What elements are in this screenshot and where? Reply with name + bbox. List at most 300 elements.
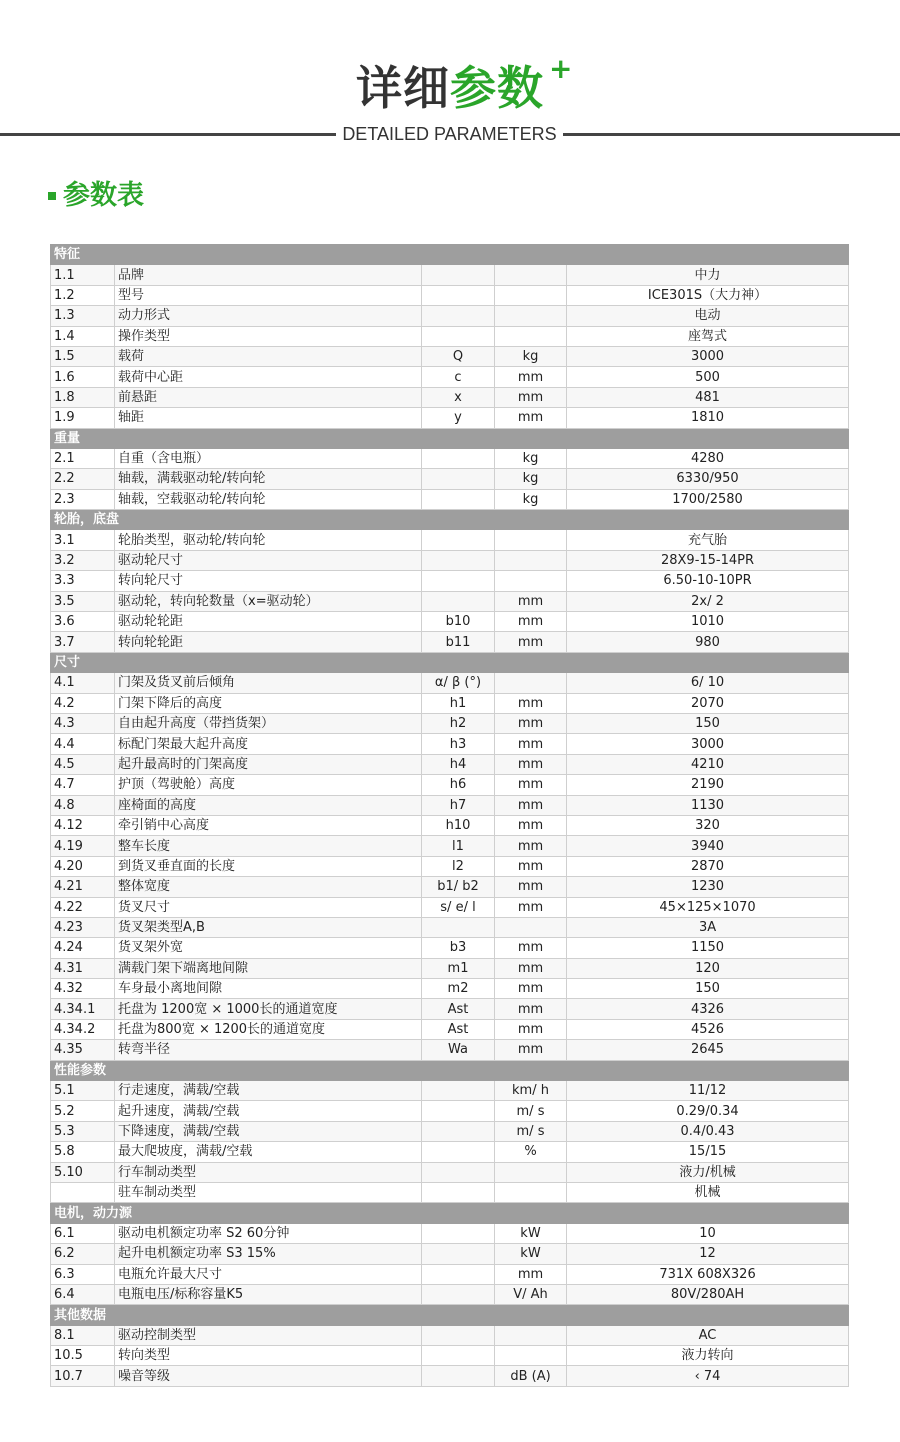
row-unit: mm: [495, 1040, 567, 1060]
row-code: [422, 448, 495, 468]
row-value: 80V/280AH: [567, 1284, 849, 1304]
row-value: 2870: [567, 856, 849, 876]
row-value: 充气胎: [567, 530, 849, 550]
row-unit: kW: [495, 1244, 567, 1264]
row-value: 6.50-10-10PR: [567, 571, 849, 591]
row-name: 整车长度: [115, 836, 422, 856]
section-title: 参数表: [63, 180, 144, 211]
plus-icon: +: [549, 52, 573, 85]
table-row: [51, 346, 849, 366]
table-row: [51, 693, 849, 713]
row-id: 4.35: [51, 1040, 115, 1060]
table-row: [51, 550, 849, 570]
row-name: 动力形式: [115, 306, 422, 326]
table-row: [51, 469, 849, 489]
row-id: 5.10: [51, 1162, 115, 1182]
table-row: [51, 612, 849, 632]
row-name: 驱动控制类型: [115, 1325, 422, 1345]
row-value: 中力: [567, 265, 849, 285]
page-header: [0, 52, 900, 156]
row-value: 座驾式: [567, 326, 849, 346]
row-value: 6330/950: [567, 469, 849, 489]
row-unit: km/ h: [495, 1081, 567, 1101]
row-id: 3.2: [51, 550, 115, 570]
row-name: 门架及货叉前后倾角: [115, 673, 422, 693]
row-id: 1.6: [51, 367, 115, 387]
row-id: 2.1: [51, 448, 115, 468]
row-unit: [495, 1182, 567, 1202]
row-unit: [495, 673, 567, 693]
table-row: [51, 713, 849, 733]
row-unit: mm: [495, 1264, 567, 1284]
row-unit: mm: [495, 897, 567, 917]
row-value: AC: [567, 1325, 849, 1345]
row-code: [422, 1101, 495, 1121]
row-code: b10: [422, 612, 495, 632]
row-name: 电瓶电压/标称容量K5: [115, 1284, 422, 1304]
row-value: 12: [567, 1244, 849, 1264]
row-name: 托盘为 1200宽 × 1000长的通道宽度: [115, 999, 422, 1019]
row-name: 轴距: [115, 408, 422, 428]
row-unit: kg: [495, 469, 567, 489]
row-name: 转向轮轮距: [115, 632, 422, 652]
table-row: [51, 1346, 849, 1366]
table-row: [51, 408, 849, 428]
row-id: 4.12: [51, 815, 115, 835]
row-id: 4.19: [51, 836, 115, 856]
row-code: [422, 530, 495, 550]
row-code: [422, 1264, 495, 1284]
row-unit: [495, 1325, 567, 1345]
row-code: b1/ b2: [422, 877, 495, 897]
row-value: 机械: [567, 1182, 849, 1202]
row-value: 0.29/0.34: [567, 1101, 849, 1121]
row-unit: mm: [495, 713, 567, 733]
row-code: b3: [422, 938, 495, 958]
table-row: [51, 1244, 849, 1264]
table-row: [51, 897, 849, 917]
row-unit: kg: [495, 448, 567, 468]
row-code: Ast: [422, 1019, 495, 1039]
row-code: [422, 1366, 495, 1386]
row-name: 门架下降后的高度: [115, 693, 422, 713]
divider-left: [0, 133, 336, 136]
row-name: 车身最小离地间隙: [115, 979, 422, 999]
table-row: [51, 754, 849, 774]
page-title-dark: 详细: [356, 61, 450, 115]
row-value: 28X9-15-14PR: [567, 550, 849, 570]
row-value: 10: [567, 1223, 849, 1243]
row-value: 120: [567, 958, 849, 978]
row-id: 1.4: [51, 326, 115, 346]
row-code: c: [422, 367, 495, 387]
row-name: 轮胎类型，驱动轮/转向轮: [115, 530, 422, 550]
table-row: [51, 1284, 849, 1304]
row-id: 4.21: [51, 877, 115, 897]
row-id: 1.2: [51, 285, 115, 305]
row-value: 4326: [567, 999, 849, 1019]
table-row: [51, 1264, 849, 1284]
row-unit: %: [495, 1142, 567, 1162]
group-header-row: [51, 1060, 849, 1080]
row-value: 11/12: [567, 1081, 849, 1101]
row-value: 2x/ 2: [567, 591, 849, 611]
row-name: 起升速度，满载/空载: [115, 1101, 422, 1121]
row-value: 1230: [567, 877, 849, 897]
row-code: [422, 1162, 495, 1182]
table-row: [51, 877, 849, 897]
row-unit: mm: [495, 815, 567, 835]
row-value: 150: [567, 979, 849, 999]
row-value: 45×125×1070: [567, 897, 849, 917]
row-name: 电瓶允许最大尺寸: [115, 1264, 422, 1284]
table-row: [51, 591, 849, 611]
row-name: 驱动电机额定功率 S2 60分钟: [115, 1223, 422, 1243]
row-unit: mm: [495, 612, 567, 632]
row-unit: mm: [495, 856, 567, 876]
row-name: 护顶（驾驶舱）高度: [115, 775, 422, 795]
table-row: [51, 1081, 849, 1101]
table-row: [51, 326, 849, 346]
row-code: [422, 1182, 495, 1202]
row-unit: kg: [495, 346, 567, 366]
row-unit: mm: [495, 754, 567, 774]
table-row: [51, 1121, 849, 1141]
table-row: [51, 265, 849, 285]
row-name: 下降速度，满载/空载: [115, 1121, 422, 1141]
row-value: 3000: [567, 734, 849, 754]
row-unit: [495, 1162, 567, 1182]
table-row: [51, 1101, 849, 1121]
table-row: [51, 489, 849, 509]
row-name: 自由起升高度（带挡货架）: [115, 713, 422, 733]
row-unit: mm: [495, 408, 567, 428]
row-id: 4.24: [51, 938, 115, 958]
row-value: 4526: [567, 1019, 849, 1039]
table-row: [51, 775, 849, 795]
row-code: [422, 469, 495, 489]
row-code: h3: [422, 734, 495, 754]
row-value: 320: [567, 815, 849, 835]
row-name: 驱动轮，转向轮数量（x=驱动轮）: [115, 591, 422, 611]
row-name: 牵引销中心高度: [115, 815, 422, 835]
row-id: 1.9: [51, 408, 115, 428]
row-value: 500: [567, 367, 849, 387]
row-value: 2645: [567, 1040, 849, 1060]
row-id: 3.1: [51, 530, 115, 550]
group-title: 重量: [51, 428, 849, 448]
row-unit: mm: [495, 938, 567, 958]
row-value: 1130: [567, 795, 849, 815]
row-id: 4.20: [51, 856, 115, 876]
row-id: 1.5: [51, 346, 115, 366]
row-name: 轴载，满载驱动轮/转向轮: [115, 469, 422, 489]
row-id: 4.2: [51, 693, 115, 713]
row-name: 转向轮尺寸: [115, 571, 422, 591]
group-title: 轮胎，底盘: [51, 510, 849, 530]
row-unit: [495, 1346, 567, 1366]
row-code: h10: [422, 815, 495, 835]
table-row: [51, 1040, 849, 1060]
group-title: 特征: [51, 245, 849, 265]
page-title-accent: 参数: [450, 61, 544, 115]
page-title: [0, 52, 900, 120]
table-row: [51, 836, 849, 856]
table-row: [51, 673, 849, 693]
row-id: 4.8: [51, 795, 115, 815]
row-code: l2: [422, 856, 495, 876]
row-name: 驱动轮尺寸: [115, 550, 422, 570]
parameter-table: [50, 244, 849, 1387]
row-value: 3000: [567, 346, 849, 366]
row-unit: m/ s: [495, 1121, 567, 1141]
table-row: [51, 367, 849, 387]
row-id: 4.3: [51, 713, 115, 733]
row-code: [422, 1142, 495, 1162]
row-unit: [495, 326, 567, 346]
group-header-row: [51, 652, 849, 672]
row-unit: [495, 530, 567, 550]
row-id: 2.3: [51, 489, 115, 509]
row-value: 1150: [567, 938, 849, 958]
row-id: 3.3: [51, 571, 115, 591]
group-header-row: [51, 245, 849, 265]
row-code: Q: [422, 346, 495, 366]
row-id: 8.1: [51, 1325, 115, 1345]
row-value: 液力/机械: [567, 1162, 849, 1182]
row-code: [422, 571, 495, 591]
row-name: 座椅面的高度: [115, 795, 422, 815]
row-name: 标配门架最大起升高度: [115, 734, 422, 754]
row-value: 4210: [567, 754, 849, 774]
row-code: [422, 1244, 495, 1264]
row-unit: mm: [495, 1019, 567, 1039]
row-id: 3.6: [51, 612, 115, 632]
row-unit: [495, 285, 567, 305]
row-value: 15/15: [567, 1142, 849, 1162]
row-unit: mm: [495, 591, 567, 611]
table-row: [51, 958, 849, 978]
row-name: 自重（含电瓶）: [115, 448, 422, 468]
row-id: 1.8: [51, 387, 115, 407]
row-unit: mm: [495, 367, 567, 387]
row-unit: kW: [495, 1223, 567, 1243]
bullet-square-icon: [48, 192, 56, 200]
row-code: s/ e/ l: [422, 897, 495, 917]
row-code: [422, 489, 495, 509]
table-row: [51, 999, 849, 1019]
row-unit: [495, 917, 567, 937]
row-unit: mm: [495, 877, 567, 897]
row-name: 最大爬坡度，满载/空载: [115, 1142, 422, 1162]
row-value: 150: [567, 713, 849, 733]
row-unit: V/ Ah: [495, 1284, 567, 1304]
row-value: ‹ 74: [567, 1366, 849, 1386]
row-id: 5.3: [51, 1121, 115, 1141]
row-unit: [495, 550, 567, 570]
row-unit: mm: [495, 795, 567, 815]
row-id: 4.1: [51, 673, 115, 693]
table-row: [51, 530, 849, 550]
table-row: [51, 1142, 849, 1162]
row-id: 2.2: [51, 469, 115, 489]
row-code: [422, 265, 495, 285]
row-code: y: [422, 408, 495, 428]
row-id: 4.34.1: [51, 999, 115, 1019]
row-unit: mm: [495, 387, 567, 407]
row-unit: m/ s: [495, 1101, 567, 1121]
row-id: 6.1: [51, 1223, 115, 1243]
group-header-row: [51, 428, 849, 448]
row-value: 0.4/0.43: [567, 1121, 849, 1141]
table-row: [51, 795, 849, 815]
table-row: [51, 917, 849, 937]
table-row: [51, 1366, 849, 1386]
row-name: 前悬距: [115, 387, 422, 407]
row-code: m2: [422, 979, 495, 999]
table-row: [51, 1182, 849, 1202]
row-code: [422, 1121, 495, 1141]
row-code: [422, 1081, 495, 1101]
row-unit: [495, 265, 567, 285]
row-code: α/ β (°): [422, 673, 495, 693]
row-id: [51, 1182, 115, 1202]
row-code: [422, 306, 495, 326]
row-name: 货叉尺寸: [115, 897, 422, 917]
row-unit: mm: [495, 999, 567, 1019]
row-unit: mm: [495, 734, 567, 754]
table-row: [51, 1223, 849, 1243]
row-name: 载荷中心距: [115, 367, 422, 387]
row-unit: mm: [495, 836, 567, 856]
group-header-row: [51, 1203, 849, 1223]
table-row: [51, 448, 849, 468]
row-name: 转弯半径: [115, 1040, 422, 1060]
row-name: 驱动轮轮距: [115, 612, 422, 632]
row-code: [422, 1346, 495, 1366]
row-unit: dB (A): [495, 1366, 567, 1386]
row-unit: mm: [495, 958, 567, 978]
row-unit: mm: [495, 632, 567, 652]
row-id: 5.1: [51, 1081, 115, 1101]
row-code: Ast: [422, 999, 495, 1019]
row-value: 1010: [567, 612, 849, 632]
row-id: 1.3: [51, 306, 115, 326]
table-row: [51, 571, 849, 591]
row-unit: kg: [495, 489, 567, 509]
row-code: [422, 326, 495, 346]
row-name: 行车制动类型: [115, 1162, 422, 1182]
group-title: 尺寸: [51, 652, 849, 672]
page-subtitle: DETAILED PARAMETERS: [342, 124, 557, 144]
row-code: h6: [422, 775, 495, 795]
row-code: [422, 1284, 495, 1304]
row-value: ICE301S（大力神）: [567, 285, 849, 305]
row-code: l1: [422, 836, 495, 856]
row-code: [422, 1325, 495, 1345]
row-id: 5.2: [51, 1101, 115, 1121]
row-id: 4.32: [51, 979, 115, 999]
group-header-row: [51, 1305, 849, 1325]
row-value: 2070: [567, 693, 849, 713]
row-code: m1: [422, 958, 495, 978]
parameter-table-body: [51, 245, 849, 1387]
row-value: 6/ 10: [567, 673, 849, 693]
row-name: 型号: [115, 285, 422, 305]
group-title: 其他数据: [51, 1305, 849, 1325]
row-id: 4.34.2: [51, 1019, 115, 1039]
row-code: h4: [422, 754, 495, 774]
row-value: 980: [567, 632, 849, 652]
row-id: 4.23: [51, 917, 115, 937]
row-id: 3.5: [51, 591, 115, 611]
row-name: 货叉架外宽: [115, 938, 422, 958]
row-unit: mm: [495, 775, 567, 795]
table-row: [51, 938, 849, 958]
row-code: h7: [422, 795, 495, 815]
table-row: [51, 285, 849, 305]
row-id: 3.7: [51, 632, 115, 652]
table-row: [51, 979, 849, 999]
table-row: [51, 815, 849, 835]
table-row: [51, 1162, 849, 1182]
row-unit: [495, 306, 567, 326]
row-name: 转向类型: [115, 1346, 422, 1366]
row-code: [422, 285, 495, 305]
row-unit: mm: [495, 979, 567, 999]
row-code: Wa: [422, 1040, 495, 1060]
row-id: 4.5: [51, 754, 115, 774]
row-id: 1.1: [51, 265, 115, 285]
divider-right: [563, 133, 900, 136]
row-name: 货叉架类型A,B: [115, 917, 422, 937]
table-row: [51, 734, 849, 754]
row-unit: [495, 571, 567, 591]
row-name: 托盘为800宽 × 1200长的通道宽度: [115, 1019, 422, 1039]
row-name: 操作类型: [115, 326, 422, 346]
table-row: [51, 1325, 849, 1345]
row-code: [422, 917, 495, 937]
row-id: 6.3: [51, 1264, 115, 1284]
row-name: 满载门架下端离地间隙: [115, 958, 422, 978]
row-id: 4.31: [51, 958, 115, 978]
group-header-row: [51, 510, 849, 530]
row-name: 驻车制动类型: [115, 1182, 422, 1202]
row-value: 481: [567, 387, 849, 407]
row-code: [422, 591, 495, 611]
row-value: 731X 608X326: [567, 1264, 849, 1284]
row-code: b11: [422, 632, 495, 652]
row-code: h1: [422, 693, 495, 713]
row-value: 1810: [567, 408, 849, 428]
row-name: 起升最高时的门架高度: [115, 754, 422, 774]
row-name: 整体宽度: [115, 877, 422, 897]
row-value: 电动: [567, 306, 849, 326]
row-code: [422, 1223, 495, 1243]
row-value: 4280: [567, 448, 849, 468]
row-id: 6.2: [51, 1244, 115, 1264]
row-name: 噪音等级: [115, 1366, 422, 1386]
row-id: 10.7: [51, 1366, 115, 1386]
row-unit: mm: [495, 693, 567, 713]
row-id: 10.5: [51, 1346, 115, 1366]
row-code: h2: [422, 713, 495, 733]
row-name: 起升电机额定功率 S3 15%: [115, 1244, 422, 1264]
table-row: [51, 306, 849, 326]
row-name: 行走速度，满载/空载: [115, 1081, 422, 1101]
row-id: 4.22: [51, 897, 115, 917]
row-value: 3940: [567, 836, 849, 856]
